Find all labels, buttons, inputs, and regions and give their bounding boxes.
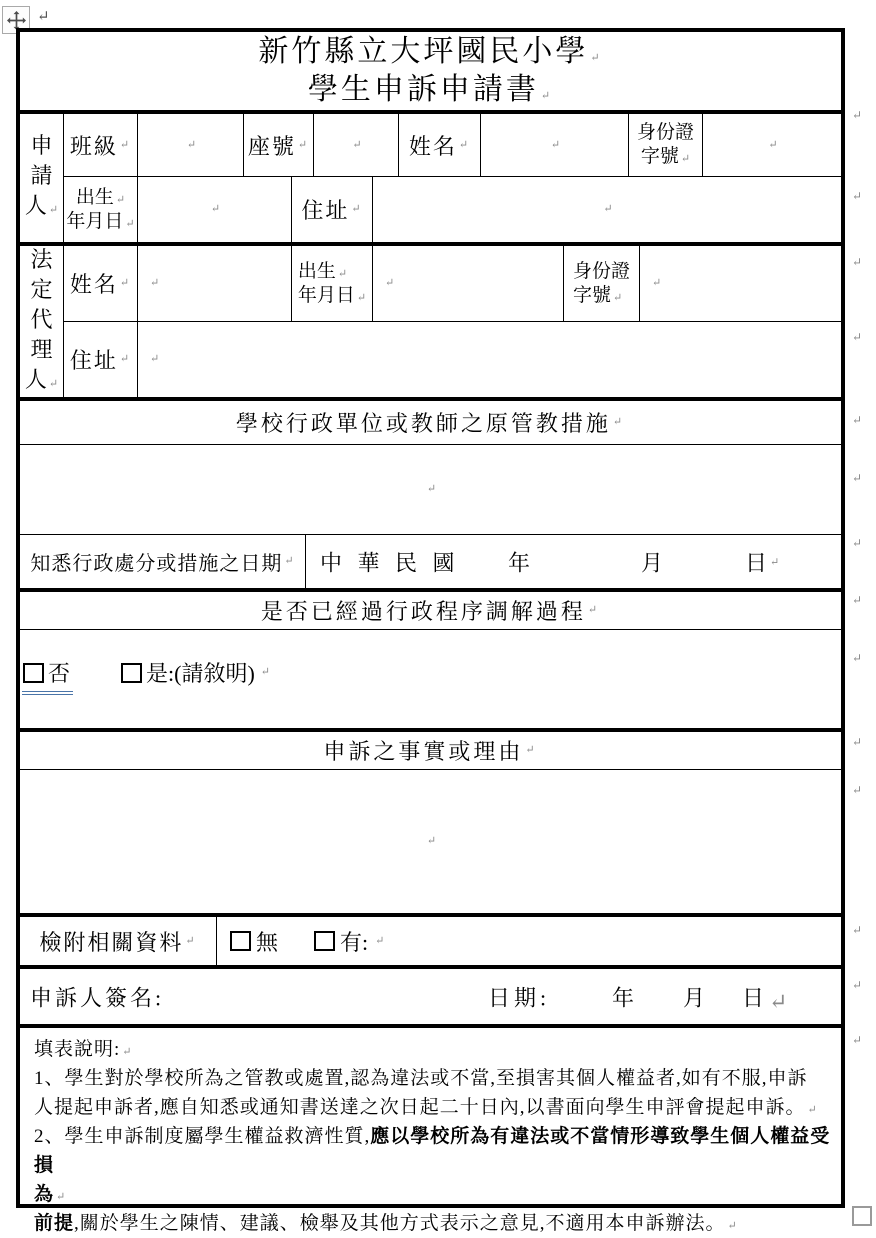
paragraph-mark-icon: ↵ — [260, 666, 270, 678]
seat-number-field[interactable] — [314, 114, 399, 176]
appeal-form-table — [16, 28, 845, 1234]
day-label: 日 — [742, 985, 765, 1010]
paragraph-mark-icon: ↵ — [122, 1046, 133, 1058]
row-end-mark-icon: ↵ — [852, 593, 863, 607]
table-resize-handle[interactable] — [852, 1206, 872, 1226]
student-birthdate-field[interactable] — [138, 177, 292, 242]
notes-line-1: 1、學生對於學校所為之管教或處置,認為違法或不當,至損害其個人權益者,如有不服,申訴 — [34, 1068, 808, 1089]
paragraph-mark-icon: ↵ — [48, 377, 59, 390]
paragraph-mark-icon: ↵ — [613, 291, 623, 304]
row-end-mark-icon: ↵ — [852, 735, 863, 749]
paragraph-mark-icon: ↵ — [125, 217, 135, 230]
row-end-mark-icon: ↵ — [852, 255, 863, 269]
paragraph-mark-icon: ↵ — [680, 153, 691, 165]
paragraph-mark-icon: ↵ — [770, 556, 780, 568]
measures-field[interactable] — [20, 445, 841, 535]
guardian-address-field[interactable] — [138, 322, 841, 397]
attachments-none-label: 無 — [256, 929, 279, 955]
day-label: 日 — [745, 550, 768, 575]
form-title: 學生申訴申請書 ↵ — [307, 73, 554, 106]
appeal-field[interactable] — [20, 770, 841, 917]
guardian-name-label: 姓名 ↵ — [64, 246, 138, 321]
known-date-field[interactable] — [306, 535, 841, 588]
paragraph-mark-icon: ↵ — [352, 138, 362, 151]
notes-line-5: 前提,關於學生之陳情、建議、檢舉及其他方式表示之意見,不適用本申訴辦法。 ↵ — [34, 1213, 738, 1234]
paragraph-mark-icon: ↵ — [351, 203, 363, 215]
appeal-header: 申訴之事實或理由 ↵ — [20, 732, 841, 770]
student-address-field[interactable] — [373, 177, 841, 242]
paragraph-mark-icon: ↵ — [119, 277, 132, 289]
guardian-birthdate-field[interactable] — [373, 246, 564, 321]
paragraph-mark-icon: ↵ — [807, 1104, 818, 1116]
year-label: 年 — [508, 550, 531, 575]
guardian-name-field[interactable] — [138, 246, 292, 321]
paragraph-mark-icon: ↵ — [210, 203, 221, 215]
paragraph-mark-icon: ↵ — [550, 138, 561, 151]
paragraph-mark-icon: ↵ — [426, 483, 437, 495]
paragraph-mark-icon: ↵ — [185, 934, 197, 947]
row-end-mark-icon: ↵ — [852, 536, 863, 550]
checkbox-yes[interactable] — [121, 663, 142, 683]
paragraph-mark-icon: ↵ — [119, 138, 132, 151]
row-end-mark-icon: ↵ — [852, 108, 863, 122]
paragraph-mark-icon: ↵ — [769, 989, 788, 1014]
paragraph-mark-icon: ↵ — [337, 267, 348, 280]
checkbox-none[interactable] — [230, 931, 251, 951]
roc-era-label: 中 華 民 國 — [320, 550, 460, 575]
paragraph-mark-icon: ↵ — [727, 1220, 738, 1232]
attachments-have-label: 有: — [340, 929, 369, 955]
paragraph-mark-icon: ↵ — [587, 604, 601, 616]
paragraph-mark-icon: ↵ — [458, 138, 471, 151]
applicant-section — [20, 114, 841, 246]
guardian-section — [20, 246, 841, 401]
known-date-row — [20, 535, 841, 592]
paragraph-mark-icon: ↵ — [540, 90, 554, 102]
guardian-id-field[interactable] — [640, 246, 841, 321]
student-name-label: 姓名 ↵ — [399, 114, 481, 176]
row-end-mark-icon: ↵ — [852, 651, 863, 665]
form-title-block — [20, 32, 841, 114]
paragraph-mark-icon: ↵ — [115, 193, 126, 206]
paragraph-mark-icon: ↵ — [37, 9, 50, 25]
student-name-field[interactable] — [481, 114, 629, 176]
paragraph-mark-icon: ↵ — [426, 835, 437, 847]
student-id-label: 身份證 字號 ↵ — [629, 114, 703, 176]
student-id-field[interactable] — [703, 114, 841, 176]
move-arrows-icon — [7, 11, 26, 30]
paragraph-mark-icon: ↵ — [119, 353, 132, 365]
notes-line-2: 人提起申訴者,應自知悉或通知書送達之次日起二十日內,以書面向學生申評會提起申訴。 ↵ — [34, 1097, 818, 1118]
paragraph-mark-icon: ↵ — [186, 138, 197, 151]
paragraph-mark-icon: ↵ — [612, 416, 626, 428]
month-label: 月 — [641, 550, 664, 575]
student-birthdate-label: 出生 ↵ 年月日 ↵ — [64, 177, 138, 242]
known-date-label: 知悉行政處分或措施之日期 ↵ — [20, 535, 306, 588]
attachments-row — [20, 917, 841, 969]
paragraph-mark-icon: ↵ — [56, 1191, 67, 1203]
paragraph-mark-icon: ↵ — [284, 555, 295, 567]
student-address-label: 住址 ↵ — [292, 177, 373, 242]
paragraph-mark-icon: ↵ — [150, 277, 160, 289]
row-end-mark-icon: ↵ — [852, 413, 863, 427]
class-field[interactable] — [138, 114, 244, 176]
paragraph-mark-icon: ↵ — [385, 277, 395, 289]
row-end-mark-icon: ↵ — [852, 783, 863, 797]
row-end-mark-icon: ↵ — [852, 978, 863, 992]
paragraph-mark-icon: ↵ — [375, 934, 385, 947]
guardian-section-label: 法 定 代 理 人 ↵ — [20, 246, 64, 397]
guardian-birthdate-label: 出生 ↵ 年月日 ↵ — [292, 246, 373, 321]
row-end-mark-icon: ↵ — [852, 1033, 863, 1047]
signature-label[interactable]: 申訴人簽名: — [30, 985, 165, 1010]
checkbox-have[interactable] — [314, 931, 335, 951]
mediation-option-yes: 是:(請敘明) ↵ — [121, 657, 270, 688]
paragraph-mark-icon: ↵ — [652, 277, 662, 289]
applicant-section-label: 申 請 人 ↵ — [20, 114, 64, 242]
paragraph-mark-icon: ↵ — [356, 291, 367, 304]
paragraph-mark-icon: ↵ — [603, 203, 613, 215]
row-end-mark-icon: ↵ — [852, 471, 863, 485]
mediation-header: 是否已經過行政程序調解過程 ↵ — [20, 592, 841, 630]
paragraph-mark-icon: ↵ — [525, 744, 538, 756]
school-name: 新竹縣立大坪國民小學 ↵ — [258, 35, 603, 68]
paragraph-mark-icon: ↵ — [48, 204, 59, 216]
notes-line-4: 為 ↵ — [34, 1184, 67, 1205]
paragraph-mark-icon: ↵ — [768, 138, 778, 151]
seat-number-label: 座號 ↵ — [244, 114, 314, 176]
measures-header: 學校行政單位或教師之原管教措施 ↵ — [20, 401, 841, 445]
class-label: 班級 ↵ — [64, 114, 138, 176]
checkbox-no[interactable] — [23, 663, 44, 683]
date-label: 日期: — [488, 985, 551, 1010]
paragraph-mark-icon: ↵ — [297, 138, 310, 151]
notes-line-3: 2、學生申訴制度屬學生權益救濟性質,應以學校所為有違法或不當情形導致學生個人權益受損 — [34, 1126, 831, 1176]
row-end-mark-icon: ↵ — [852, 189, 863, 203]
mediation-option-no: 否 — [22, 657, 73, 695]
signature-row — [20, 969, 841, 1028]
paragraph-mark-icon: ↵ — [590, 52, 603, 64]
form-notes — [20, 1028, 841, 1238]
attachments-label: 檢附相關資料 ↵ — [20, 917, 217, 965]
paragraph-mark-icon: ↵ — [150, 353, 160, 365]
month-label: 月 — [683, 985, 706, 1010]
notes-heading: 填表說明: ↵ — [34, 1039, 133, 1060]
year-label: 年 — [612, 985, 635, 1010]
attachments-options — [217, 917, 841, 965]
guardian-id-label: 身份證 字號 ↵ — [564, 246, 640, 321]
row-end-mark-icon: ↵ — [852, 330, 863, 344]
mediation-body — [20, 630, 841, 732]
guardian-address-label: 住址 ↵ — [64, 322, 138, 397]
row-end-mark-icon: ↵ — [852, 923, 863, 937]
